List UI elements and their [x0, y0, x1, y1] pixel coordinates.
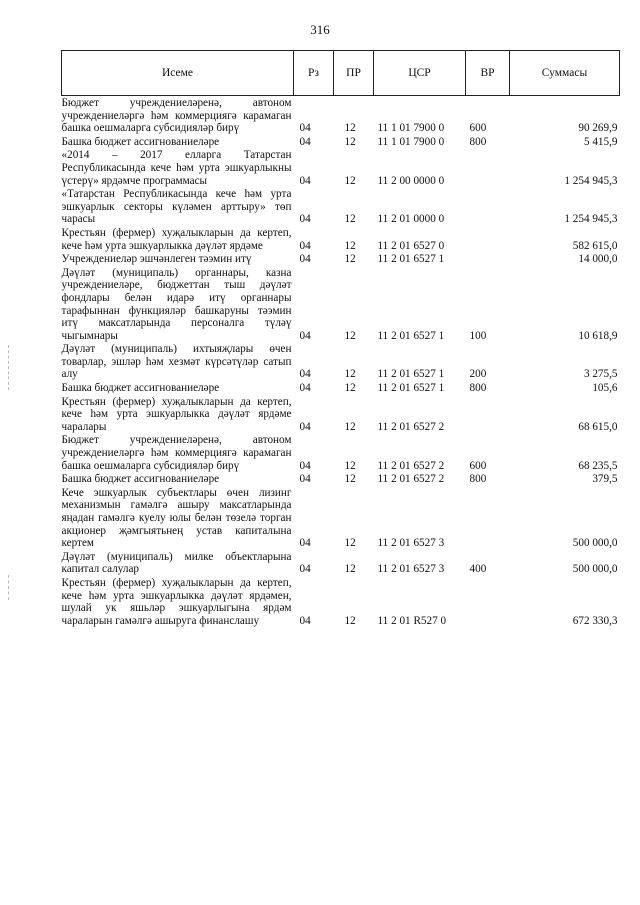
cell-sum: 500 000,0 — [572, 563, 618, 576]
cell-csr: 11 2 01 6527 2 — [377, 420, 445, 433]
cell-name: Башка бюджет ассигнованиеләре — [61, 382, 220, 395]
cell-vr — [466, 576, 510, 627]
cell-name: Дәүләт (муниципаль) ихтыяҗлары өчен товарлар, эшләр һәм хезмәт күрсәтүләр сатып алу — [61, 343, 292, 381]
table-row — [62, 395, 620, 434]
cell-sum: 3 275,5 — [583, 368, 618, 381]
cell-pr: 12 — [344, 563, 356, 576]
cell-pr: 12 — [344, 329, 356, 342]
cell-sum: 90 269,9 — [578, 122, 618, 135]
cell-vr: 800 — [469, 473, 487, 486]
cell-pr: 12 — [344, 135, 356, 148]
cell-csr: 11 2 01 6527 1 — [377, 253, 445, 266]
cell-vr — [466, 226, 510, 252]
cell-name: Крестьян (фермер) хуҗалыкларын да кертеп, кече һәм урта эшкуарлыкка дәүләт ярдәме — [61, 226, 292, 252]
cell-vr: 800 — [469, 382, 487, 395]
table-row — [62, 486, 620, 550]
cell-pr: 12 — [344, 382, 356, 395]
cell-name: Учреждениеләр эшчәнлеген тәэмин итү — [61, 253, 252, 266]
table-body — [62, 96, 620, 628]
table-row — [62, 226, 620, 252]
cell-csr: 11 2 01 6527 3 — [377, 537, 445, 550]
cell-sum: 672 330,3 — [572, 614, 618, 627]
cell-csr: 11 1 01 7900 0 — [377, 135, 445, 148]
cell-sum: 10 618,9 — [578, 329, 618, 342]
cell-name: Башка бюджет ассигнованиеләре — [61, 473, 220, 486]
cell-vr: 600 — [469, 122, 487, 135]
cell-name: Бюджет учреждениеләренә, автоном учреждениеләргә һәм коммерциягә карамаган башка оешмаларга субсидияләр бирү — [61, 434, 292, 472]
cell-name: Дәүләт (муниципаль) органнары, казна учреждениеләре, бюджеттан тыш дәүләт фондлары белән идарә итү органнары тарафыннан функцияләр башкаруны тәэмин итү максатларында персоналга түләү чыгымнары — [61, 266, 292, 342]
page-number: 316 — [310, 22, 330, 37]
cell-vr — [466, 486, 510, 550]
cell-pr: 12 — [344, 368, 356, 381]
cell-name: «2014 – 2017 елларга Татарстан Республикасында кече һәм урта эшкуарлыкны үстерү» ярдәмче программасы — [61, 149, 292, 187]
cell-vr: 100 — [469, 329, 487, 342]
cell-csr: 11 1 01 7900 0 — [377, 122, 445, 135]
cell-pr: 12 — [344, 122, 356, 135]
cell-sum: 379,5 — [592, 473, 618, 486]
cell-sum: 68 235,5 — [578, 459, 618, 472]
cell-vr: 600 — [469, 459, 487, 472]
table-header — [62, 51, 620, 96]
column-header-name: Исеме — [62, 51, 294, 96]
cell-rz: 04 — [299, 459, 311, 472]
cell-csr: 11 2 01 6527 3 — [377, 563, 445, 576]
cell-name: «Татарстан Республикасында кече һәм урта эшкуарлык секторы күләмен арттыру» төп чарасы — [61, 188, 292, 226]
cell-rz: 04 — [299, 329, 311, 342]
cell-pr: 12 — [344, 537, 356, 550]
column-header-sum: Суммасы — [510, 51, 620, 96]
cell-rz: 04 — [299, 122, 311, 135]
cell-rz: 04 — [299, 563, 311, 576]
cell-sum: 582 615,0 — [572, 239, 618, 252]
table-row — [62, 252, 620, 266]
cell-pr: 12 — [344, 420, 356, 433]
table-row — [62, 148, 620, 187]
cell-csr: 11 2 01 6527 2 — [377, 459, 445, 472]
table-row — [62, 266, 620, 343]
cell-vr: 800 — [469, 135, 487, 148]
cell-rz: 04 — [299, 537, 311, 550]
column-header-pr: ПР — [334, 51, 374, 96]
column-header-csr: ЦСР — [374, 51, 466, 96]
cell-name: Дәүләт (муниципаль) милке объектларына капитал салулар — [61, 550, 292, 576]
cell-rz: 04 — [299, 382, 311, 395]
cell-rz: 04 — [299, 253, 311, 266]
cell-vr — [466, 148, 510, 187]
table-row — [62, 472, 620, 486]
cell-sum: 1 254 945,3 — [564, 213, 618, 226]
cell-vr — [466, 395, 510, 434]
cell-pr: 12 — [344, 459, 356, 472]
cell-pr: 12 — [344, 213, 356, 226]
table-row — [62, 576, 620, 627]
cell-csr: 11 2 01 6527 1 — [377, 368, 445, 381]
cell-vr — [466, 187, 510, 226]
cell-csr: 11 2 01 6527 1 — [377, 382, 445, 395]
cell-csr: 11 2 01 6527 2 — [377, 473, 445, 486]
table-row — [62, 96, 620, 135]
cell-rz: 04 — [299, 135, 311, 148]
cell-rz: 04 — [299, 239, 311, 252]
cell-rz: 04 — [299, 420, 311, 433]
cell-rz: 04 — [299, 473, 311, 486]
cell-name: Крестьян (фермер) хуҗалыкларын да кертеп, кече һәм урта эшкуарлыкка дәүләт ярдәмен, шулай ук яшьләр эшкуарлыгына ярдәм чараларын гамәлгә ашыруга финанслашу — [61, 576, 292, 627]
cell-sum: 105,6 — [592, 382, 618, 395]
cell-sum: 1 254 945,3 — [564, 174, 618, 187]
cell-vr: 400 — [469, 563, 487, 576]
cell-csr: 11 2 01 6527 0 — [377, 239, 445, 252]
cell-csr: 11 2 01 6527 1 — [377, 329, 445, 342]
cell-pr: 12 — [344, 473, 356, 486]
table-row — [62, 187, 620, 226]
cell-name: Крестьян (фермер) хуҗалыкларын да кертеп, кече һәм урта эшкуарлыкка дәүләт ярдәме чаралары — [61, 395, 292, 433]
cell-vr: 200 — [469, 368, 487, 381]
cell-pr: 12 — [344, 174, 356, 187]
cell-vr — [466, 252, 510, 266]
cell-csr: 11 2 01 0000 0 — [377, 213, 445, 226]
cell-sum: 500 000,0 — [572, 537, 618, 550]
table-row — [62, 433, 620, 472]
cell-csr: 11 2 01 R527 0 — [377, 614, 447, 627]
budget-table — [61, 50, 620, 627]
cell-pr: 12 — [344, 239, 356, 252]
cell-sum: 68 615,0 — [578, 420, 618, 433]
cell-csr: 11 2 00 0000 0 — [377, 174, 445, 187]
cell-name: Кече эшкуарлык субъектлары өчен лизинг механизмын гамәлгә ашыру максатларында яңадан гамәлгә куелу юлы белән төзелә торган акционер җәмгыятьнең устав капиталына кертем — [61, 486, 292, 550]
cell-name: Башка бюджет ассигнованиеләре — [61, 135, 220, 148]
cell-rz: 04 — [299, 174, 311, 187]
table-row — [62, 550, 620, 576]
cell-rz: 04 — [299, 213, 311, 226]
cell-rz: 04 — [299, 614, 311, 627]
table-row — [62, 135, 620, 149]
margin-scan-mark — [8, 345, 10, 390]
cell-pr: 12 — [344, 253, 356, 266]
column-header-rz: Рз — [294, 51, 334, 96]
table-row — [62, 381, 620, 395]
cell-sum: 14 000,0 — [578, 253, 618, 266]
margin-scan-mark — [8, 575, 10, 600]
column-header-vr: ВР — [466, 51, 510, 96]
cell-rz: 04 — [299, 368, 311, 381]
table-row — [62, 342, 620, 381]
cell-name: Бюджет учреждениеләренә, автоном учреждениеләргә һәм коммерциягә карамаган башка оешмаларга субсидияләр бирү — [61, 97, 292, 135]
cell-pr: 12 — [344, 614, 356, 627]
cell-sum: 5 415,9 — [583, 135, 618, 148]
